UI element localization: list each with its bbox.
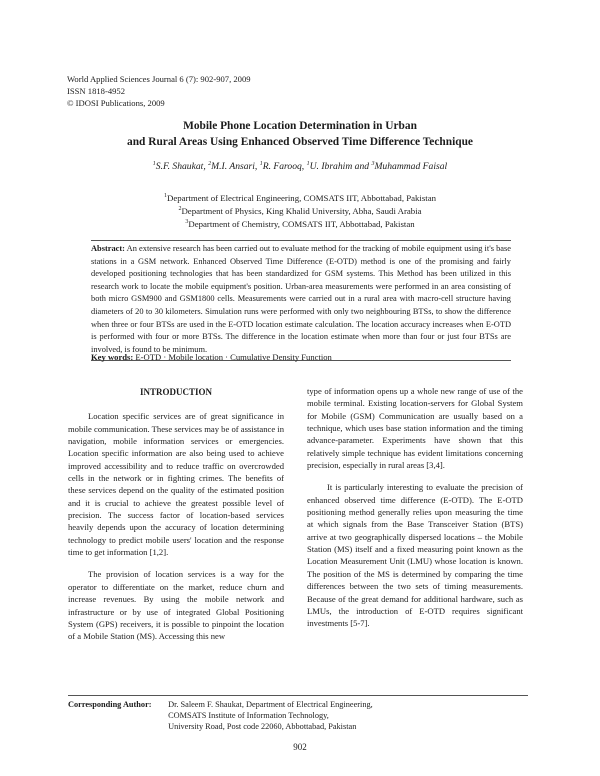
- affiliation-sup: 3: [185, 218, 189, 225]
- author-name: Muhammad Faisal: [374, 161, 448, 173]
- corresponding-line: University Road, Post code 22060, Abbottabad, Pakistan: [168, 722, 357, 731]
- paper-title: [60, 118, 540, 150]
- author-name: U. Ibrahim and: [309, 161, 372, 173]
- author-name: M.I. Ansari,: [211, 161, 260, 173]
- author-name: S.F. Shaukat,: [155, 161, 209, 173]
- affiliation-text: Department of Electrical Engineering, COMSATS IIT, Abbottabad, Pakistan: [166, 192, 437, 203]
- affiliation: [60, 191, 540, 204]
- corresponding-line: Dr. Saleem F. Shaukat, Department of Electrical Engineering,: [168, 700, 373, 709]
- author-sup: 1: [259, 161, 263, 167]
- paragraph: It is particularly interesting to evaluate the precision of enhanced observed time difference (E-OTD). The E-OTD positioning method generally relies upon measuring the time at which signals from the Base Transceiver Station (BTS) arrive at two geographically dispersed locations – the Mobile Station (MS) itself and a fixed measuring point known as the Location Measurement Unit (LMU) whose location is known. The position of the MS is determined by comparing the time differences between the two sets of timing measurements. Because of the great demand for additional hardware, such as LMUs, the introduction of E-OTD requires significant investments [5-7].: [307, 482, 523, 629]
- right-column: [307, 385, 523, 640]
- affiliation-text: Department of Chemistry, COMSATS IIT, Abbottabad, Pakistan: [188, 218, 415, 229]
- footnote-divider: [68, 695, 528, 696]
- affiliation: [60, 217, 540, 230]
- page-number: 902: [293, 742, 307, 752]
- paragraph: The provision of location services is a way for the operator to differentiate on the market, reduce churn and increase revenues. By using the mobile network and infrastructure or by use of integrated Global Positioning System (GPS) receivers, it is possible to pinpoint the location of a Mobile Station (MS). Accessing this new: [68, 569, 284, 642]
- affiliation-text: Department of Physics, King Khalid University, Abha, Saudi Arabia: [181, 205, 422, 216]
- journal-header: [67, 73, 251, 109]
- abstract-label: Abstract:: [91, 244, 125, 253]
- author-list: [60, 161, 540, 172]
- corresponding-author: [68, 699, 373, 732]
- affiliation-sup: 1: [163, 193, 167, 199]
- copyright: © IDOSI Publications, 2009: [67, 98, 165, 108]
- author-sup: 1: [306, 161, 310, 167]
- abstract-text: An extensive research has been carried out to evaluate method for the tracking of mobile equipment using it's base stations in a GSM network. Enhanced Observed Time Difference (E-OTD) method is one of the promising and fairly developed positioning technologies that has been standardized for GSM systems. This Method has been utilized in this research work to locate the mobile equipment's position. Urban-area measurements were performed in an area consisting of both micro GSM900 and GSM1800 cells. Measurements were carried out in a rural area with macro-cell structure having diameters of 20 to 30 kilometers. Simulation runs were performed with only two neighbouring BTSs, to show the difference when three or four BTSs are used in the E-OTD location estimate calculation. The location accuracy increases when E-OTD is performed with four or more BTSs. The difference in the location estimate when more than four or just four BTSs are involved, is found to be minimum.: [91, 244, 511, 354]
- keywords-line: [91, 352, 332, 362]
- issn: ISSN 1818-4952: [67, 86, 126, 96]
- author-sup: 3: [371, 161, 375, 167]
- affiliation-sup: 2: [178, 205, 182, 212]
- corresponding-details: [168, 699, 373, 732]
- corresponding-label: Corresponding Author:: [68, 700, 152, 709]
- left-column: [68, 387, 284, 653]
- keywords-text: E-OTD · Mobile location · Cumulative Density Function: [135, 352, 332, 362]
- author-sup: 2: [208, 161, 212, 167]
- title-line-2: and Rural Areas Using Enhanced Observed Time Difference Technique: [127, 136, 473, 148]
- section-heading-introduction: INTRODUCTION: [139, 387, 212, 397]
- journal-citation: World Applied Sciences Journal 6 (7): 902-907, 2009: [67, 74, 251, 84]
- author-name: R. Farooq,: [262, 161, 307, 173]
- author-sup: 1: [152, 161, 156, 167]
- paragraph: Location specific services are of great significance in mobile communication. These services may be of assistance in navigation, mobile information services or emergencies. Location specific information are also being used to achieve improved accessibility and to reduce traffic on overcrowded cells in the network or in fighting crimes. The benefits of these services depend on the quality of the estimated position and it is crucial to achieve the greatest possible level of precision. The success factor of location-based services heavily depends upon the accuracy of location determining technology to predict mobile users' location and the response time to get information [1,2].: [68, 411, 284, 558]
- abstract-block: [91, 240, 511, 361]
- affiliations: [60, 191, 540, 230]
- title-line-1: Mobile Phone Location Determination in Urban: [183, 120, 417, 132]
- affiliation: [60, 204, 540, 217]
- keywords-label: Key words:: [91, 352, 134, 362]
- paragraph: type of information opens up a whole new range of use of the mobile terminal. Existing location-servers for Global System for Mobile (GSM) Communication are usually based on a technique, which uses base station information and the timing advance-parameter. Experiments have shown that this relatively simple technique has evident limitations concerning precision, especially in rural areas [3,4].: [307, 386, 523, 471]
- corresponding-line: COMSATS Institute of Information Technology,: [168, 711, 329, 720]
